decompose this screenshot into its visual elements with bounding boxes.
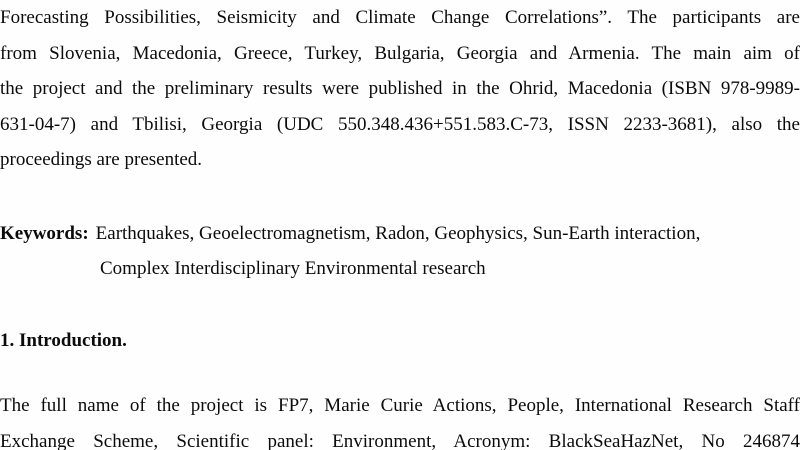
keywords-line-2: Complex Interdisciplinary Environmental research <box>100 258 486 279</box>
paragraph-line: 631-04-7) and Tbilisi, Georgia (UDC 550.348.436+551.583.C-73, ISSN 2233-3681), also the <box>0 113 800 135</box>
paragraph-line-clipped: Exchange Scheme, Scientific panel: Environment, Acronym: BlackSeaHazNet, No 246874 <box>0 430 800 450</box>
paragraph-continued <box>0 0 800 178</box>
paragraph-last-line: proceedings are presented. <box>0 149 203 170</box>
keywords-line <box>0 216 800 252</box>
paragraph-line: Forecasting Possibilities, Seismicity and Climate Change Correlations”. The participants are <box>0 7 800 28</box>
paragraph-line: from Slovenia, Macedonia, Greece, Turkey, Bulgaria, Georgia and Armenia. The main aim of <box>0 42 800 64</box>
keywords-block <box>0 216 800 287</box>
section-heading: 1. Introduction. <box>0 329 127 351</box>
paragraph-introduction <box>0 388 800 450</box>
paragraph-line: The full name of the project is FP7, Marie Curie Actions, People, International Research Staff <box>0 395 800 416</box>
keywords-label: Keywords: <box>0 222 89 244</box>
section-heading-block <box>0 323 800 359</box>
paragraph-line: the project and the preliminary results were published in the Ohrid, Macedonia (ISBN 978-9989- <box>0 78 800 99</box>
keywords-text: Earthquakes, Geoelectromagnetism, Radon, Geophysics, Sun-Earth interaction, <box>95 222 701 244</box>
